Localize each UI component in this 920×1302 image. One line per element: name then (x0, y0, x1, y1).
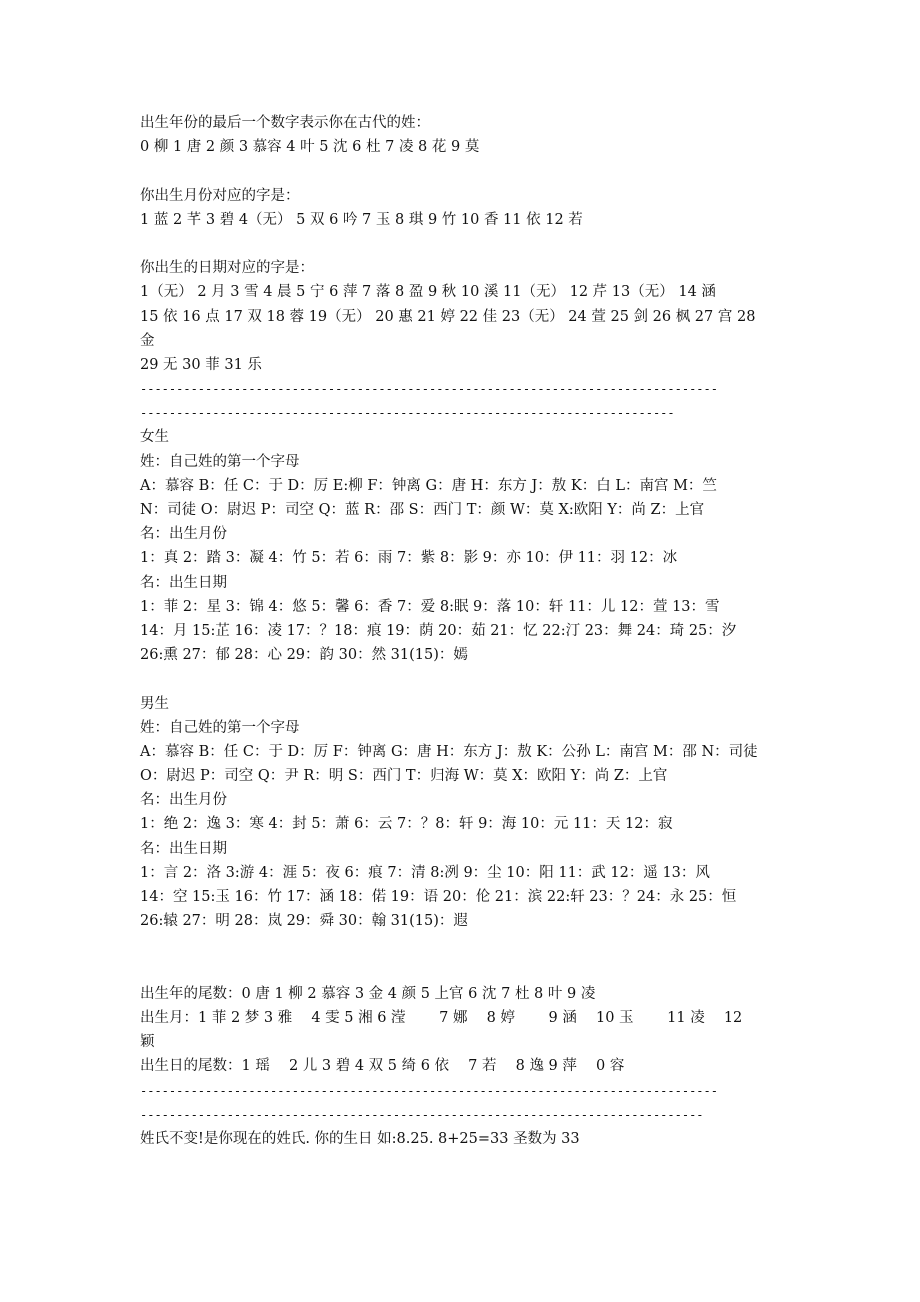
month-values: 1 蓝 2 芊 3 碧 4（无） 5 双 6 吟 7 玉 8 琪 9 竹 10 香 11 依 12 若 (140, 211, 583, 228)
boys-month-heading: 名：出生月份 (140, 792, 227, 809)
girls-title: 女生 (140, 429, 169, 446)
girls-day-line: 14：月 15:芷 16：凌 17：？18：痕 19：荫 20：茹 21：忆 22:汀 23：舞 24：琦 25：汐 (140, 622, 737, 639)
document-body (140, 111, 800, 1151)
divider: -------------------------------------------------------------------------------- (140, 382, 718, 397)
day-values-line: 29 无 30 菲 31 乐 (140, 356, 262, 373)
girls-month-heading: 名：出生月份 (140, 526, 227, 543)
day-values-line: 金 (140, 332, 155, 349)
divider: ------------------------------------------------------------------------------ (140, 1107, 704, 1122)
boys-day-line: 14：空 15:玉 16：竹 17：涵 18：偌 19：语 20：伦 21：滨 22:轩 23：？24：永 25：恒 (140, 889, 737, 905)
divider: -------------------------------------------------------------------------------- (140, 1083, 718, 1098)
boys-day-line: 26:辕 27：明 28：岚 29：舜 30：翰 31(15)：遐 (140, 913, 468, 930)
year-heading: 出生年份的最后一个数字表示你在古代的姓： (140, 115, 430, 131)
tail-month-line: 出生月：1 菲 2 梦 3 雅 4 雯 5 湘 6 滢 7 娜 8 婷 9 涵 10 玉 11 凌 12 (140, 1009, 743, 1026)
boys-month-values: 1：绝 2：逸 3：寒 4：封 5：萧 6：云 7：？8：轩 9：海 10：元 11：天 12：寂 (140, 816, 673, 833)
boys-title: 男生 (140, 695, 169, 712)
month-heading: 你出生月份对应的字是： (140, 187, 300, 204)
boys-surname-line: O：尉迟 P：司空 Q：尹 R：明 S：西门 T：归海 W：莫 X：欧阳 Y：尚 Z：上官 (140, 768, 668, 785)
tail-day-line: 出生日的尾数：1 瑶 2 儿 3 碧 4 双 5 绮 6 依 7 若 8 逸 9 萍 0 容 (140, 1058, 625, 1075)
girls-surname-heading: 姓：自己姓的第一个字母 (140, 453, 300, 470)
day-values-line: 15 依 16 点 17 双 18 蓉 19（无） 20 惠 21 婷 22 佳 23（无） 24 萱 25 剑 26 枫 27 宫 28 (140, 308, 756, 325)
girls-day-heading: 名：出生日期 (140, 574, 227, 591)
divider: -------------------------------------------------------------------------- (140, 406, 675, 421)
girls-day-line: 26:熏 27：郁 28：心 29：韵 30：然 31(15)：嫣 (140, 647, 468, 664)
boys-day-heading: 名：出生日期 (140, 840, 227, 857)
year-values: 0 柳 1 唐 2 颜 3 慕容 4 叶 5 沈 6 杜 7 凌 8 花 9 莫 (140, 139, 480, 156)
girls-surname-line: N：司徒 O：尉迟 P：司空 Q：蓝 R：邵 S：西门 T：颜 W：莫 X:欧阳 Y：尚 Z：上官 (140, 502, 705, 518)
day-values-line: 1（无） 2 月 3 雪 4 晨 5 宁 6 萍 7 落 8 盈 9 秋 10 溪 11（无） 12 芹 13（无） 14 涵 (140, 284, 716, 301)
girls-day-line: 1：菲 2：星 3：锦 4：悠 5：馨 6：香 7：爱 8:眠 9：落 10：轩 11：儿 12：萱 13：雪 (140, 598, 720, 615)
boys-surname-line: A：慕容 B：任 C：于 D：厉 F：钟离 G：唐 H：东方 J：敖 K：公孙 L：南宫 M：邵 N：司徒 (140, 743, 758, 760)
tail-year-line: 出生年的尾数：0 唐 1 柳 2 慕容 3 金 4 颜 5 上官 6 沈 7 杜 8 叶 9 凌 (140, 985, 596, 1002)
tail-month-line: 颖 (140, 1034, 155, 1051)
day-heading: 你出生的日期对应的字是： (140, 260, 314, 277)
final-note: 姓氏不变!是你现在的姓氏. 你的生日 如:8.25. 8+25=33 圣数为 33 (140, 1130, 580, 1147)
boys-surname-heading: 姓：自己姓的第一个字母 (140, 719, 300, 736)
girls-month-values: 1：真 2：踏 3：凝 4：竹 5：若 6：雨 7：紫 8：影 9：亦 10：伊 11：羽 12：冰 (140, 550, 678, 567)
boys-day-line: 1：言 2：洛 3:游 4：涯 5：夜 6：痕 7：清 8:冽 9：尘 10：阳 11：武 12：遥 13：风 (140, 864, 710, 881)
girls-surname-line: A：慕容 B：任 C：于 D：厉 E:柳 F：钟离 G：唐 H：东方 J：敖 K：白 L：南宫 M：竺 (140, 477, 717, 494)
